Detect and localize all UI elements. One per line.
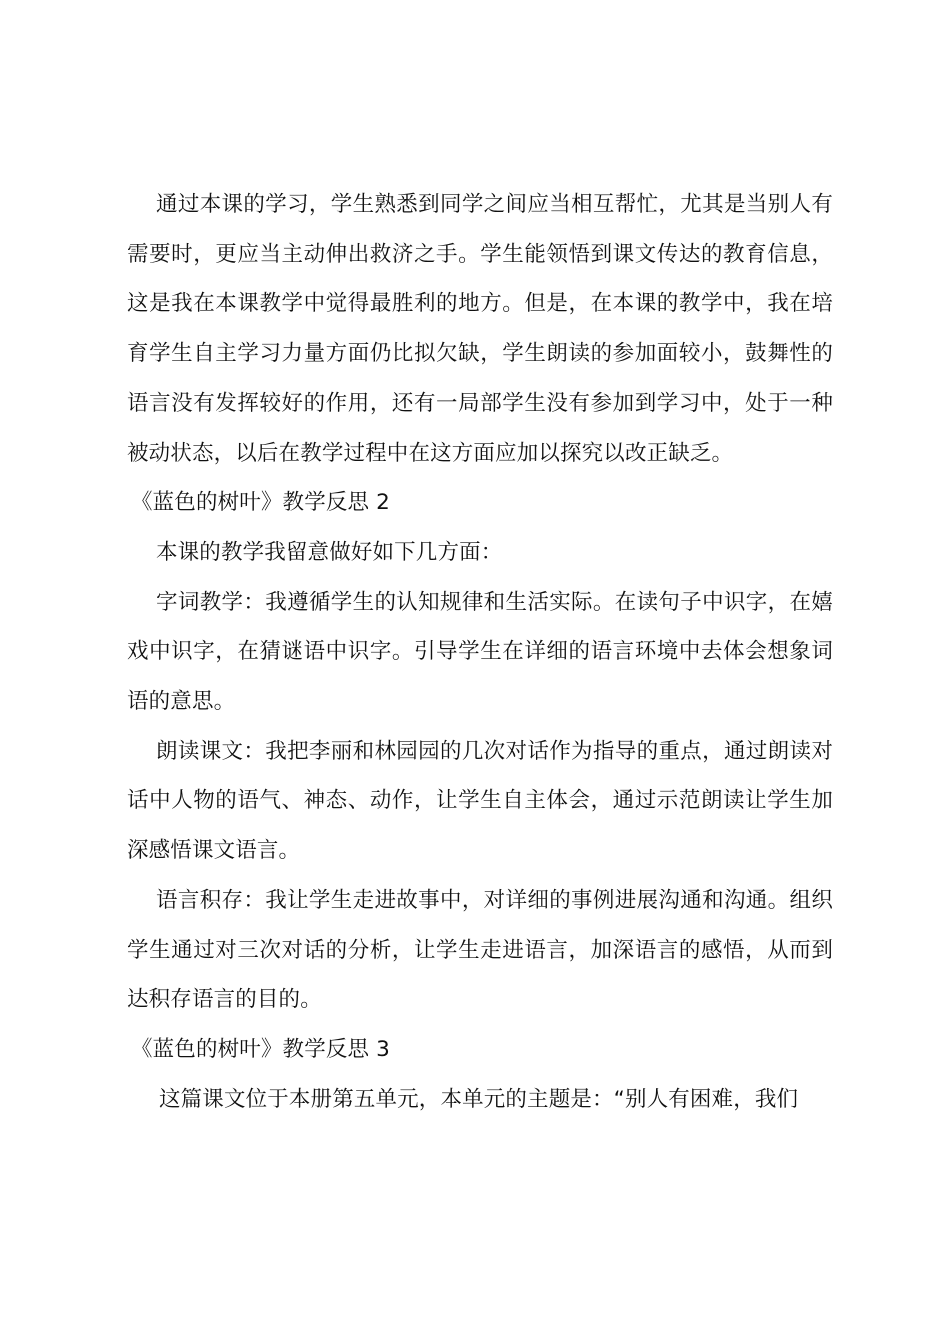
document-body bbox=[127, 180, 833, 1124]
paragraph-language-accumulation: 语言积存：我让学生走进故事中，对详细的事例进展沟通和沟通。组织学生通过对三次对话的分析，让学生走进语言，加深语言的感悟，从而到达积存语言的目的。 bbox=[127, 887, 833, 1013]
paragraph-reflection-1: 通过本课的学习，学生熟悉到同学之间应当相互帮忙，尤其是当别人有需要时，更应当主动伸出救济之手。学生能领悟到课文传达的教育信息，这是我在本课教学中觉得最胜利的地方。但是，在本课的教学中，我在培育学生自主学习力量方面仍比拟欠缺，学生朗读的参加面较小，鼓舞性的语言没有发挥较好的作用，还有一局部学生没有参加到学习中，处于一种被动状态，以后在教学过程中在这方面应加以探究以改正缺乏。 bbox=[127, 192, 833, 466]
paragraph-vocabulary-teaching: 字词教学：我遵循学生的认知规律和生活实际。在读句子中识字，在嬉戏中识字，在猜谜语中识字。引导学生在详细的语言环境中去体会想象词语的意思。 bbox=[127, 589, 833, 715]
section-heading-reflection-2: 《蓝色的树叶》教学反思 2 bbox=[131, 490, 390, 516]
paragraph-intro: 本课的教学我留意做好如下几方面： bbox=[156, 539, 503, 565]
paragraph-reading-aloud: 朗读课文：我把李丽和林园园的几次对话作为指导的重点，通过朗读对话中人物的语气、神态、动作，让学生自主体会，通过示范朗读让学生加深感悟课文语言。 bbox=[127, 738, 833, 864]
section-heading-reflection-3: 《蓝色的树叶》教学反思 3 bbox=[131, 1036, 390, 1062]
paragraph-reflection-3-start: 这篇课文位于本册第五单元，本单元的主题是：“别人有困难，我们 bbox=[159, 1086, 799, 1112]
